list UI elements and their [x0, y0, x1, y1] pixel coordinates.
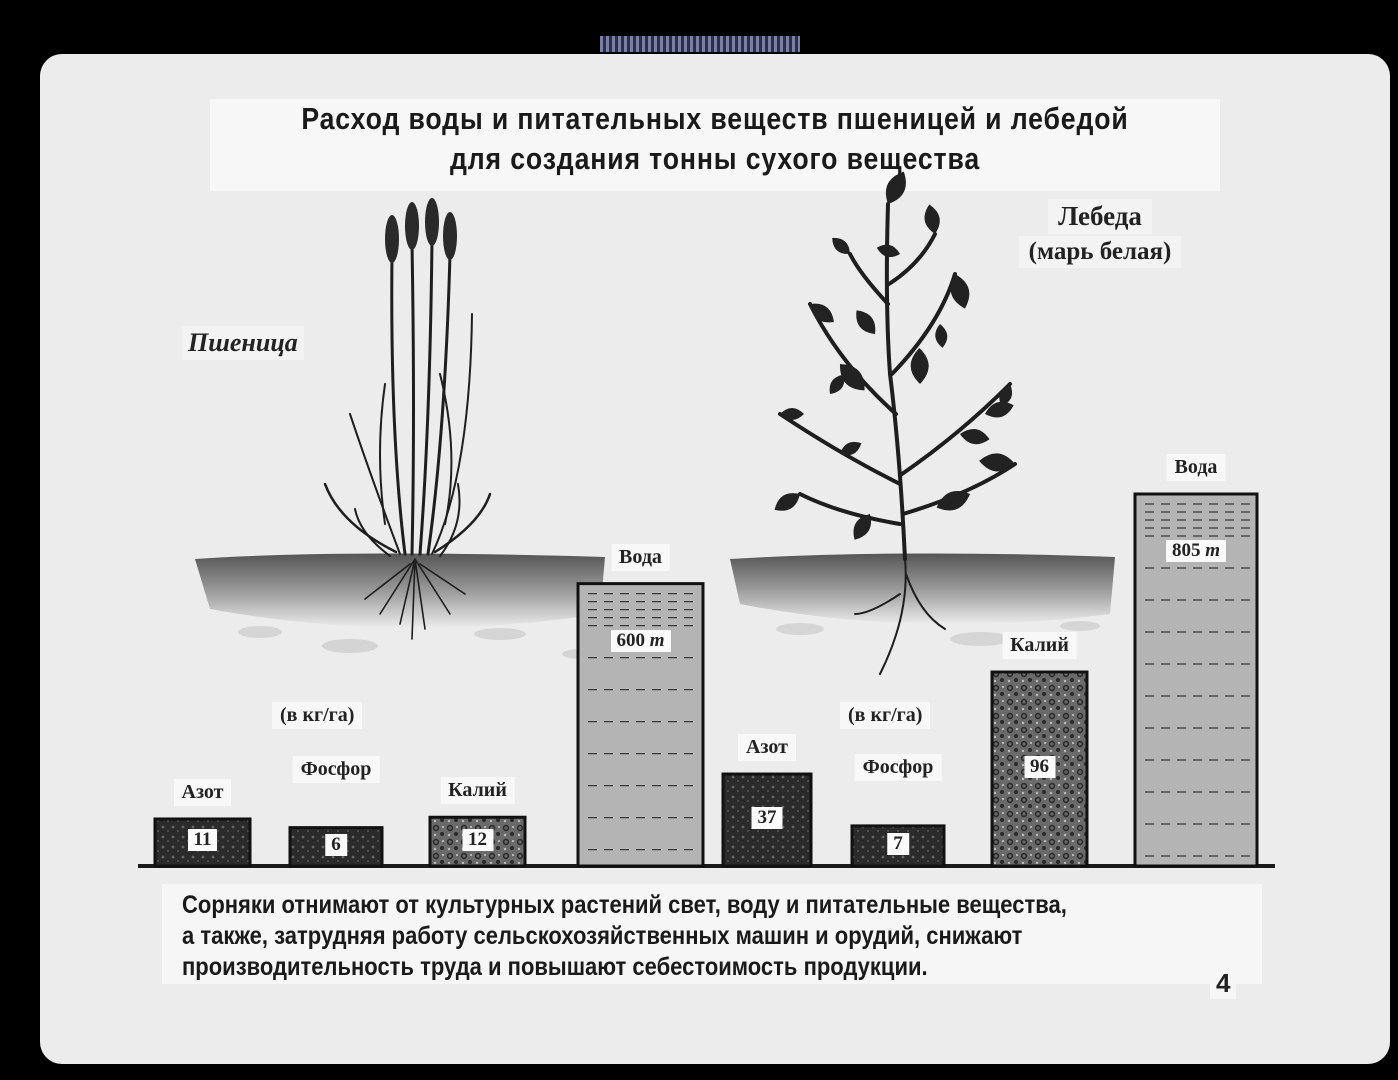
bar-category-label: Калий	[440, 777, 515, 804]
note-line-3: производительность труда и повышают себестоимость продукции.	[182, 953, 928, 981]
bar-value: 6	[331, 833, 341, 855]
goosefoot-alt-name: (марь белая)	[1019, 236, 1182, 268]
title-line-2: для создания тонны сухого вещества	[449, 141, 981, 176]
bar-value: 805	[1171, 540, 1201, 561]
bar-value-label	[462, 829, 493, 851]
bar-value-label	[752, 807, 783, 829]
bar-value-label	[188, 829, 218, 851]
slide	[40, 54, 1390, 1064]
title-line-1: Расход воды и питательных веществ пшеницей и лебедой	[301, 101, 1129, 136]
bar-value-unit: т	[1200, 540, 1221, 561]
film-edge	[600, 36, 800, 52]
bar-category-label: Вода	[1167, 454, 1226, 481]
goosefoot-label	[995, 199, 1205, 268]
units-left: (в кг/га)	[272, 702, 362, 729]
bar-value-label	[1166, 540, 1226, 562]
bar-value-label	[887, 833, 909, 855]
note-line-1: Сорняки отнимают от культурных растений свет, воду и питательные вещества,	[182, 891, 1067, 919]
wheat-ears	[385, 198, 457, 263]
units-right: (в кг/га)	[840, 702, 930, 729]
bar-value-label	[610, 630, 670, 652]
bar-value: 11	[193, 829, 212, 851]
bar-category-label: Калий	[1002, 632, 1077, 659]
bar-value: 12	[468, 828, 487, 850]
bar-category-label: Азот	[174, 779, 232, 806]
soil-left	[195, 553, 605, 627]
goosefoot-name: Лебеда	[1048, 199, 1152, 234]
bar-value: 96	[1030, 756, 1049, 777]
soil-right	[730, 553, 1115, 624]
bar-category-label: Фосфор	[293, 756, 380, 783]
bar-value: 7	[893, 832, 903, 854]
bar-category-label: Фосфор	[855, 754, 942, 781]
note-box	[162, 884, 1262, 984]
bar-value-label	[1024, 756, 1055, 778]
bar-value: 600	[616, 629, 645, 651]
bar-value: 37	[757, 807, 777, 828]
page-number: 4	[1210, 968, 1236, 999]
note-line-2: а также, затрудняя работу сельскохозяйственных машин и орудий, снижают	[182, 922, 1023, 950]
bar-value-unit: т	[644, 629, 665, 651]
note-text	[182, 890, 1238, 983]
bar-value-label	[325, 834, 347, 856]
wheat-label: Пшеница	[182, 326, 304, 360]
bar-category-label: Вода	[611, 544, 670, 571]
bar-category-label: Азот	[738, 734, 796, 761]
